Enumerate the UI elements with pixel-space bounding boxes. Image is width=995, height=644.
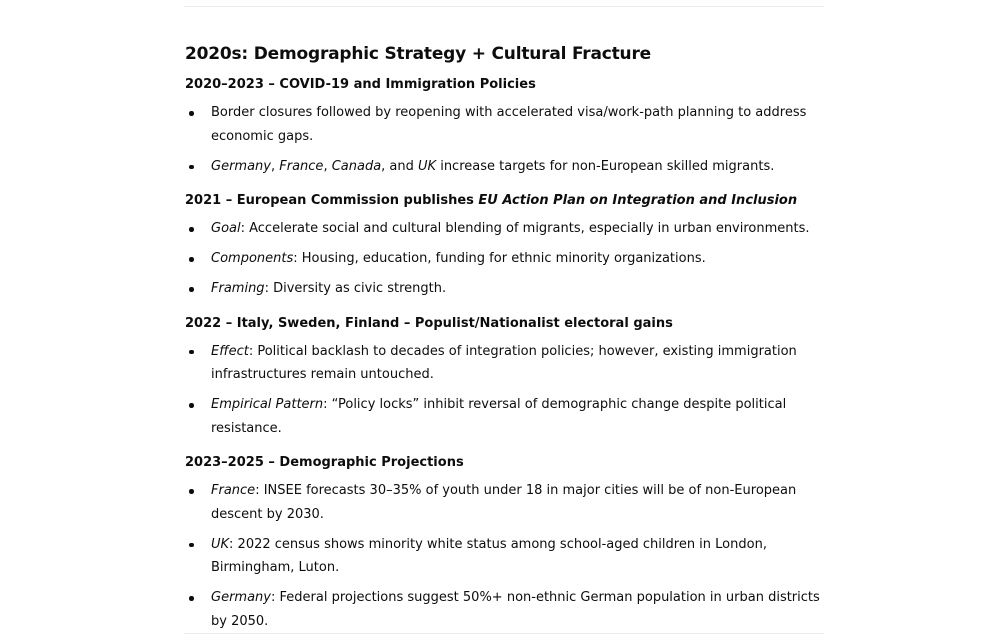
bullet-dot-icon [189,287,194,292]
bullet-dot-icon [189,403,194,408]
bullet-list-eu-action-plan [185,217,825,301]
top-divider [184,6,824,7]
list-item: France: INSEE forecasts 30–35% of youth under 18 in major cities will be of non-European descent by 2030. [185,479,825,526]
bullet-dot-icon [189,165,194,170]
item-label: Effect [211,343,249,359]
bottom-divider [184,633,824,634]
subsection-heading-eu-action-plan: 2021 – European Commission publishes EU Action Plan on Integration and Inclusion [185,193,798,208]
document-title-italic: EU Action Plan on Integration and Inclusion [478,193,798,208]
subsection-heading-covid: 2020–2023 – COVID-19 and Immigration Policies [185,77,536,92]
country-label: France [279,158,324,174]
bullet-dot-icon [189,111,194,116]
list-item: Framing: Diversity as civic strength. [185,277,825,301]
list-item: Empirical Pattern: “Policy locks” inhibit reversal of demographic change despite political resistance. [185,393,825,440]
bullet-dot-icon [189,543,194,548]
bullet-dot-icon [189,596,194,601]
item-label: Goal [211,221,241,236]
item-label: Components [211,251,294,266]
item-label: Germany [211,590,271,605]
country-label: UK [418,158,437,174]
bullet-dot-icon [189,350,194,355]
country-label: Canada [331,158,382,174]
bullet-dot-icon [189,227,194,232]
list-item: UK: 2022 census shows minority white status among school-aged children in London, Birmingham, Luton. [185,533,825,580]
list-item: Germany: Federal projections suggest 50%+ non-ethnic German population in urban districts by 2050. [185,586,825,633]
document-content [185,42,825,633]
item-label: UK [211,536,230,552]
bullet-list-populist-gains [185,340,825,441]
section-title: 2020s: Demographic Strategy + Cultural Fracture [185,44,651,64]
bullet-list-covid [185,101,825,178]
country-label: Germany [211,158,271,174]
list-item: Border closures followed by reopening with accelerated visa/work-path planning to address economic gaps. [185,101,825,148]
subsection-heading-projections: 2023–2025 – Demographic Projections [185,455,464,470]
list-item: Goal: Accelerate social and cultural blending of migrants, especially in urban environments. [185,217,825,241]
bullet-list-projections [185,479,825,633]
subsection-heading-populist-gains: 2022 – Italy, Sweden, Finland – Populist/Nationalist electoral gains [185,315,673,331]
item-label: Framing [211,281,265,296]
item-label: France [211,483,256,498]
item-label: Empirical Pattern [211,397,324,412]
bullet-dot-icon [189,257,194,262]
list-item: Germany, France, Canada, and UK increase targets for non-European skilled migrants. [185,155,825,179]
list-item: Effect: Political backlash to decades of integration policies; however, existing immigration infrastructures remain untouched. [185,340,825,387]
bullet-dot-icon [189,489,194,494]
list-item: Components: Housing, education, funding for ethnic minority organizations. [185,247,825,271]
